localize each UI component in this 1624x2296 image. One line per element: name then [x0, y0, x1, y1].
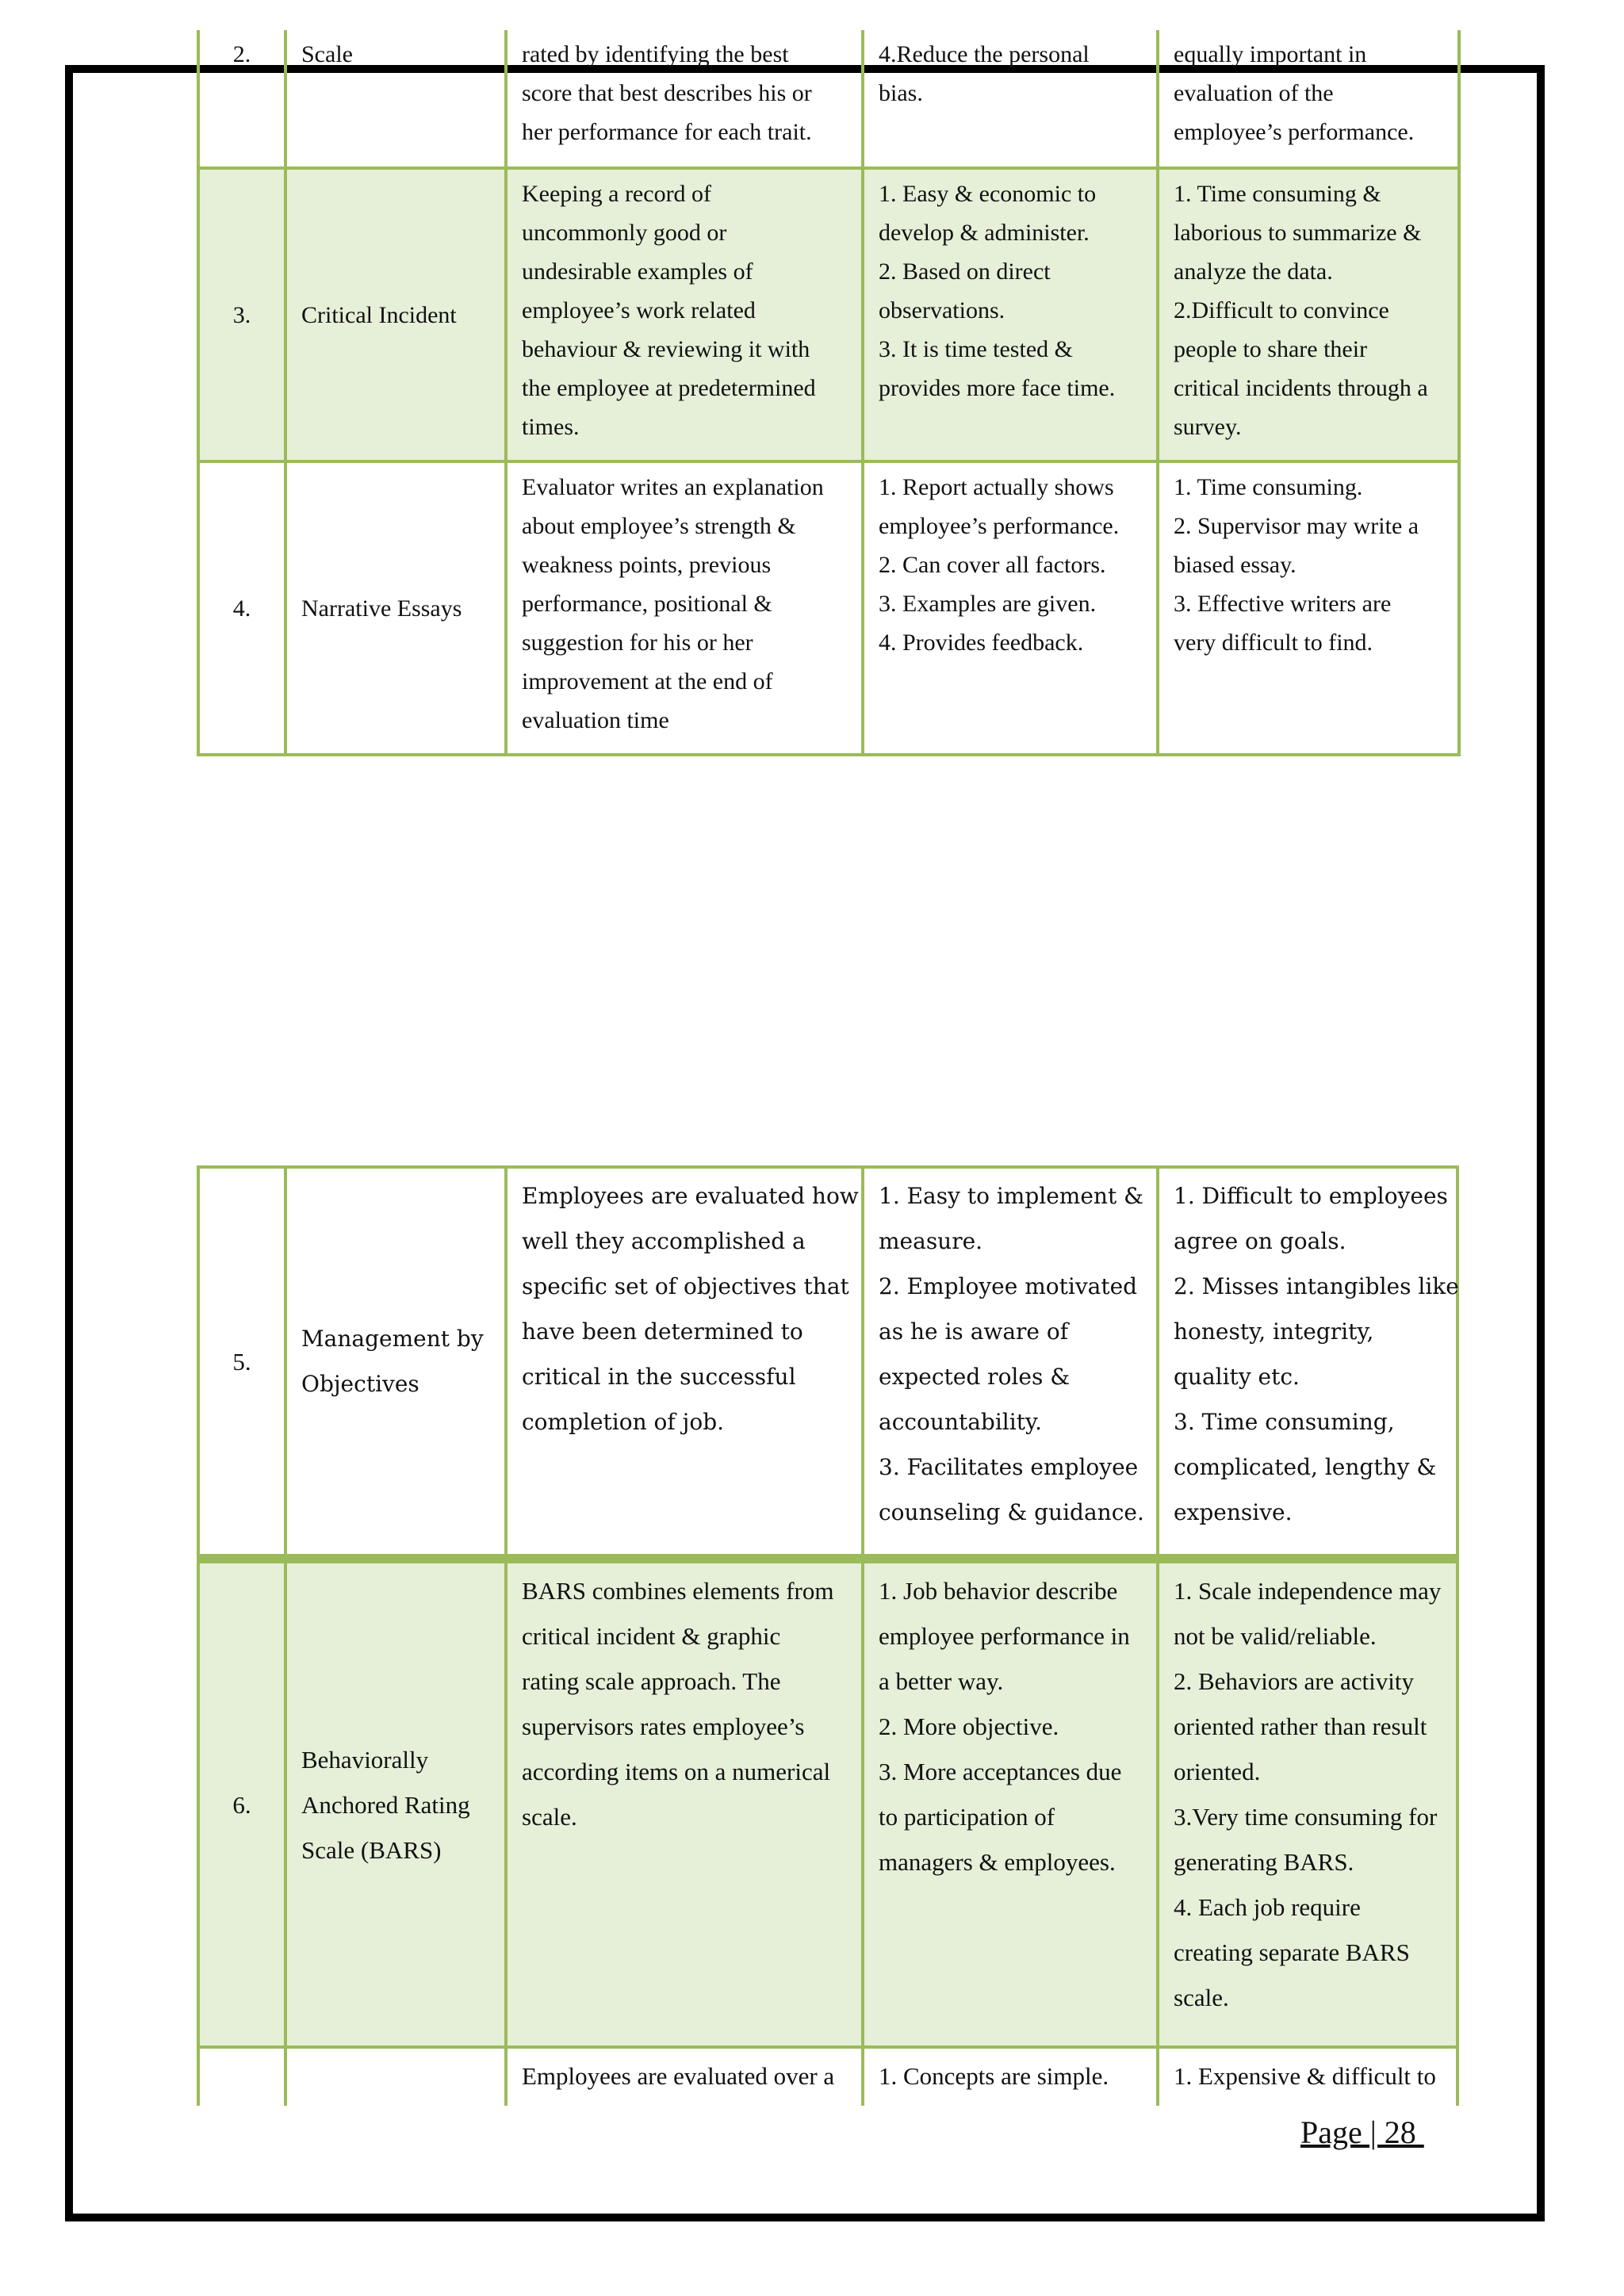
disadvantages-cell: 1. Expensive & difficult to	[1158, 2047, 1457, 2106]
row-number: 4.	[198, 461, 285, 755]
advantages-cell: 1. Easy & economic to develop & administer. 2. Based on direct observations. 3. It is time tested & provides more face time.	[863, 168, 1158, 461]
description-cell: rated by identifying the best score that best describes his or her performance for each trait.	[506, 30, 863, 168]
table-row-7	[198, 2047, 1457, 2106]
disadvantages-cell: 1. Time consuming & laborious to summarize & analyze the data. 2.Difficult to convince people to share their critical incidents through a survey.	[1158, 168, 1459, 461]
method-cell: Behaviorally Anchored Rating Scale (BARS)	[285, 1559, 506, 2047]
table-row-2	[198, 30, 1459, 168]
advantages-cell: 4.Reduce the personal bias.	[863, 30, 1158, 168]
row-number: 6.	[198, 1559, 285, 2047]
disadvantages-cell: 1. Time consuming. 2. Supervisor may write a biased essay. 3. Effective writers are very difficult to find.	[1158, 461, 1459, 755]
row-number: 2.	[198, 30, 285, 168]
advantages-cell: 1. Report actually shows employee’s performance. 2. Can cover all factors. 3. Examples are given. 4. Provides feedback.	[863, 461, 1158, 755]
advantages-cell: 1. Job behavior describe employee performance in a better way. 2. More objective. 3. More acceptances due to participation of managers & employees.	[863, 1559, 1158, 2047]
disadvantages-cell: 1. Scale independence may not be valid/reliable. 2. Behaviors are activity oriented rather than result oriented. 3.Very time consuming for generating BARS. 4. Each job require creating separate BARS scale.	[1158, 1559, 1457, 2047]
method-cell	[285, 2047, 506, 2106]
table-row-6	[198, 1559, 1457, 2047]
description-cell: Employees are evaluated over a	[506, 2047, 863, 2106]
description-cell: BARS combines elements from critical incident & graphic rating scale approach. The supervisors rates employee’s according items on a numerical scale.	[506, 1559, 863, 2047]
table-row-4	[198, 461, 1459, 755]
page-number: Page | 28	[1300, 2114, 1424, 2150]
method-cell: Scale	[285, 30, 506, 168]
method-cell: Narrative Essays	[285, 461, 506, 755]
description-cell: Evaluator writes an explanation about employee’s strength & weakness points, previous performance, positional & suggestion for his or her improvement at the end of evaluation time	[506, 461, 863, 755]
description-cell: Employees are evaluated how well they accomplished a specific set of objectives that have been determined to critical in the successful completion of job.	[506, 1167, 863, 1559]
advantages-cell: 1. Concepts are simple.	[863, 2047, 1158, 2106]
description-cell: Keeping a record of uncommonly good or undesirable examples of employee’s work related behaviour & reviewing it with the employee at predetermined times.	[506, 168, 863, 461]
appraisal-methods-table-second	[197, 1165, 1459, 2106]
method-cell: Management by Objectives	[285, 1167, 506, 1559]
advantages-cell: 1. Easy to implement & measure. 2. Employee motivated as he is aware of expected roles & accountability. 3. Facilitates employee counseling & guidance.	[863, 1167, 1158, 1559]
row-number	[198, 2047, 285, 2106]
row-number: 3.	[198, 168, 285, 461]
disadvantages-cell: 1. Difficult to employees agree on goals. 2. Misses intangibles like honesty, integrity, quality etc. 3. Time consuming, complicated, lengthy & expensive.	[1158, 1167, 1457, 1559]
table-row-5	[198, 1167, 1457, 1559]
appraisal-methods-table-continued	[197, 30, 1461, 756]
method-cell: Critical Incident	[285, 168, 506, 461]
disadvantages-cell: equally important in evaluation of the employee’s performance.	[1158, 30, 1459, 168]
row-number: 5.	[198, 1167, 285, 1559]
table-row-3	[198, 168, 1459, 461]
